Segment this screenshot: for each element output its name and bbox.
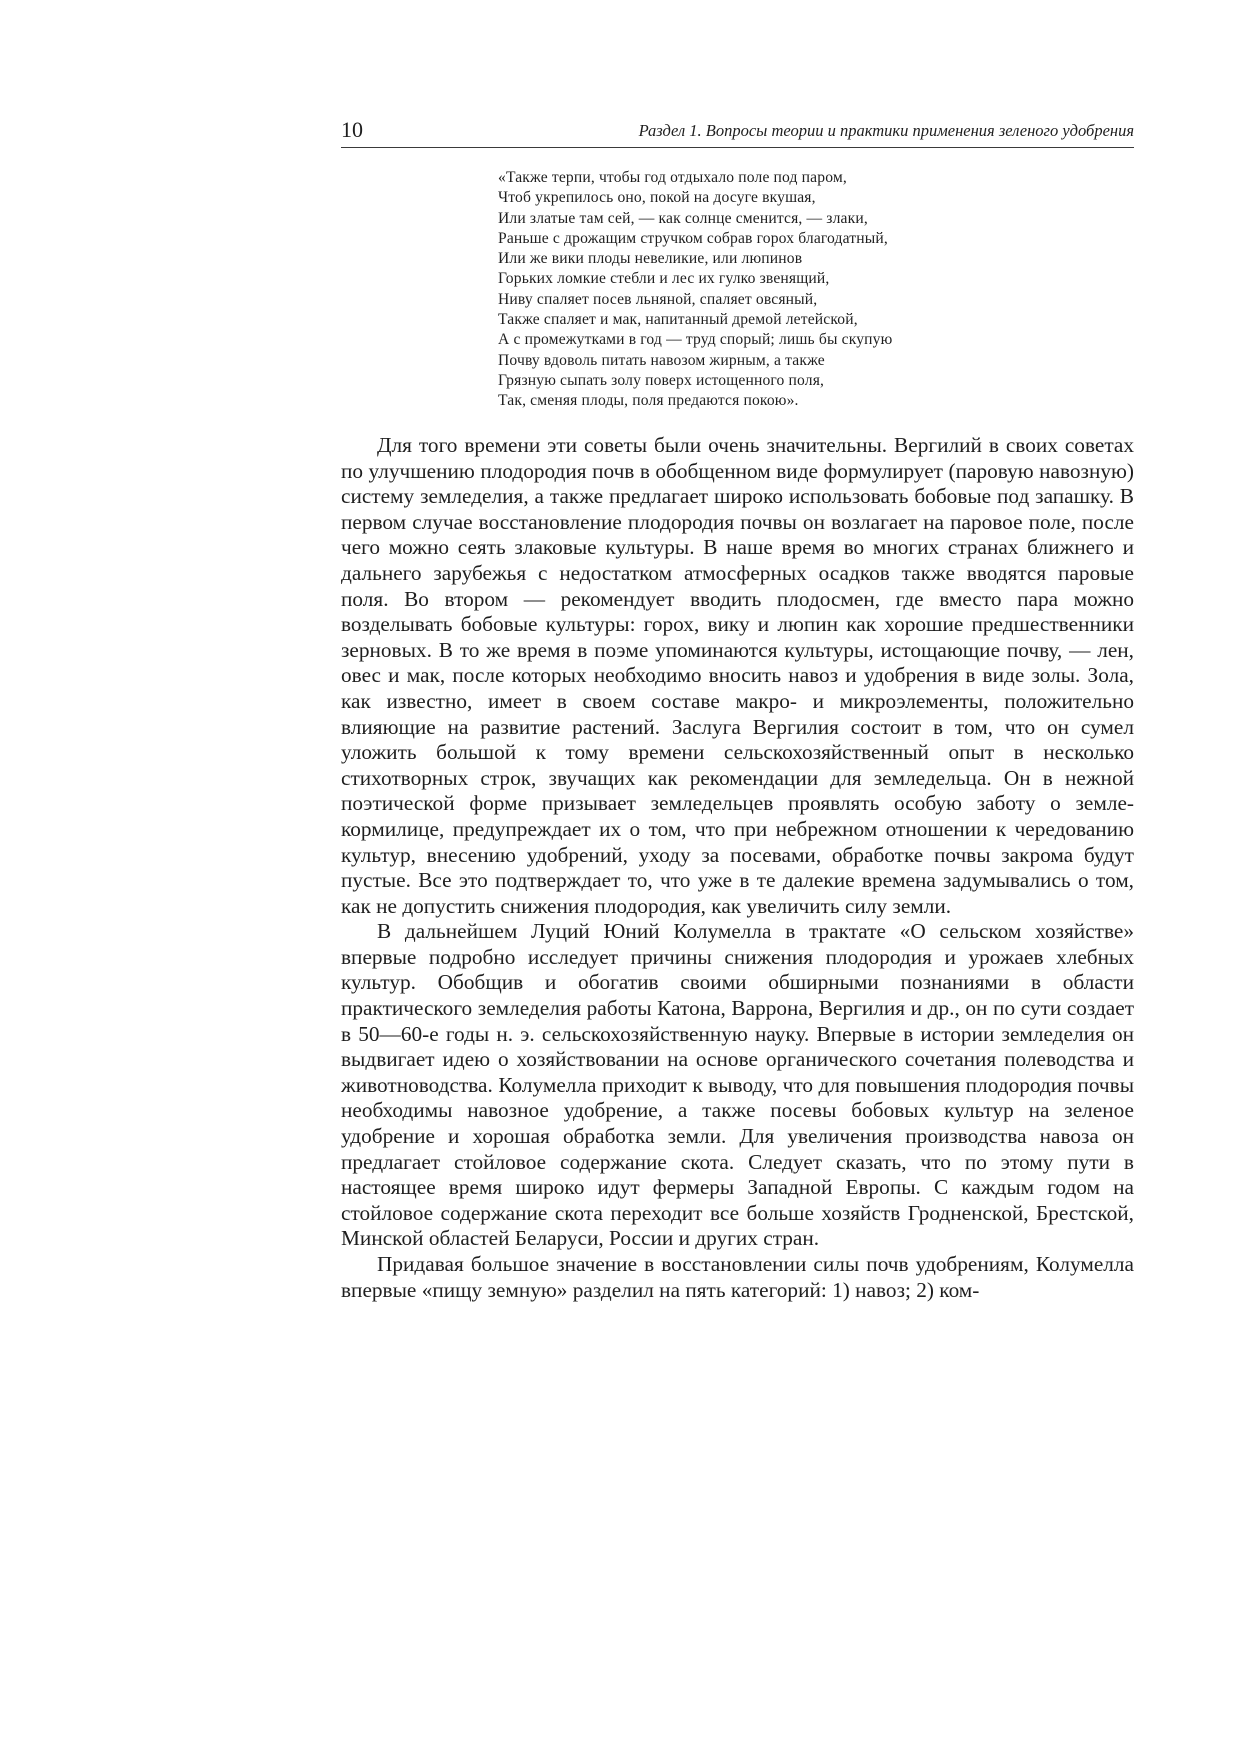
page-number: 10 [341, 117, 363, 142]
poem-line: А с промежутками в год — труд спорый; лишь бы скупую [498, 331, 893, 349]
poem-line: Грязную сыпать золу поверх истощенного поля, [498, 371, 825, 389]
body-paragraph: Придавая большое значение в восстановлении силы почв удобрениям, Колумелла впервые «пищу земную» разделил на пять категорий: 1) навоз; 2) ком- [341, 1252, 1134, 1302]
page-header [341, 113, 1134, 148]
poem-line: Горьких ломкие стебли и лес их гулко звенящий, [498, 270, 830, 288]
poem-line: «Также терпи, чтобы год отдыхало поле под паром, [498, 169, 847, 186]
poem-line: Чтоб укрепилось оно, покой на досуге вкушая, [498, 189, 816, 207]
poem-line: Или же вики плоды невеликие, или люпинов [498, 250, 803, 268]
body-text [341, 433, 1134, 1303]
poem-line: Раньше с дрожащим стручком собрав горох благодатный, [498, 229, 888, 247]
body-paragraph: Для того времени эти советы были очень значительны. Вергилий в своих советах по улучшению плодородия почв в обобщенном виде формулирует (паровую навозную) систему земледелия, а также предлагает широко использовать бобовые под запашку. В первом случае восстановление плодородия почвы он возлагает на паровое поле, после чего можно сеять злаковые культуры. В наше время во многих странах ближнего и дальнего зарубежья с недостатком атмосферных осадков также вводятся паровые поля. Во втором — рекомендует вводить плодосмен, где вместо пара можно возделывать бобовые культуры: горох, вику и люпин как хорошие предшественники зерновых. В то же время в поэме упоминаются культуры, истощающие почву, — лен, овес и мак, после которых необходимо вносить навоз и удобрения в виде золы. Зола, как известно, имеет в своем составе макро- и микроэлементы, положительно влияющие на развитие растений. Заслуга Вергилия состоит в том, что он сумел уложить большой к тому времени сельскохозяйственный опыт в несколько стихотворных строк, звучащих как рекомендации для земледельца. Он в нежной поэтической форме призывает земледельцев проявлять особую заботу о земле-кормилице, предупреждает их о том, что при небрежном отношении к чередованию культур, внесению удобрений, уходу за посевами, обработке почвы закрома будут пустые. Все это подтверждает то, что уже в те далекие времена задумывались о том, как не допустить снижения плодородия, как увеличить силу земли. [341, 433, 1134, 918]
poem-quote [498, 168, 1058, 412]
body-paragraph: В дальнейшем Луций Юний Колумелла в трактате «О сельском хозяйстве» впервые подробно исследует причины снижения плодородия и урожаев хлебных культур. Обобщив и обогатив своими обширными познаниями в области практического земледелия работы Катона, Варрона, Вергилия и др., он по сути создает в 50—60-е годы н. э. сельскохозяйственную науку. Впервые в истории земледелия он выдвигает идею о хозяйствовании на основе органического сочетания полеводства и животноводства. Колумелла приходит к выводу, что для повышения плодородия почвы необходимы навозное удобрение, а также посевы бобовых культур на зеленое удобрение и хорошая обработка земли. Для увеличения производства навоза он предлагает стойловое содержание скота. Следует сказать, что по этому пути в настоящее время широко идут фермеры Западной Европы. С каждым годом на стойловое содержание скота переходит все больше хозяйств Гродненской, Брестской, Минской областей Беларуси, России и других стран. [341, 919, 1134, 1251]
poem-line: Почву вдоволь питать навозом жирным, а также [498, 351, 825, 369]
running-head: Раздел 1. Вопросы теории и практики применения зеленого удобрения [638, 121, 1134, 140]
poem-line: Так, сменяя плоды, поля предаются покою». [498, 392, 799, 410]
poem-line: Также спаляет и мак, напитанный дремой летейской, [498, 311, 858, 329]
poem-line: Ниву спаляет посев льняной, спаляет овсяный, [498, 290, 818, 308]
poem-line: Или златые там сей, — как солнце сменится, — злаки, [498, 209, 868, 227]
